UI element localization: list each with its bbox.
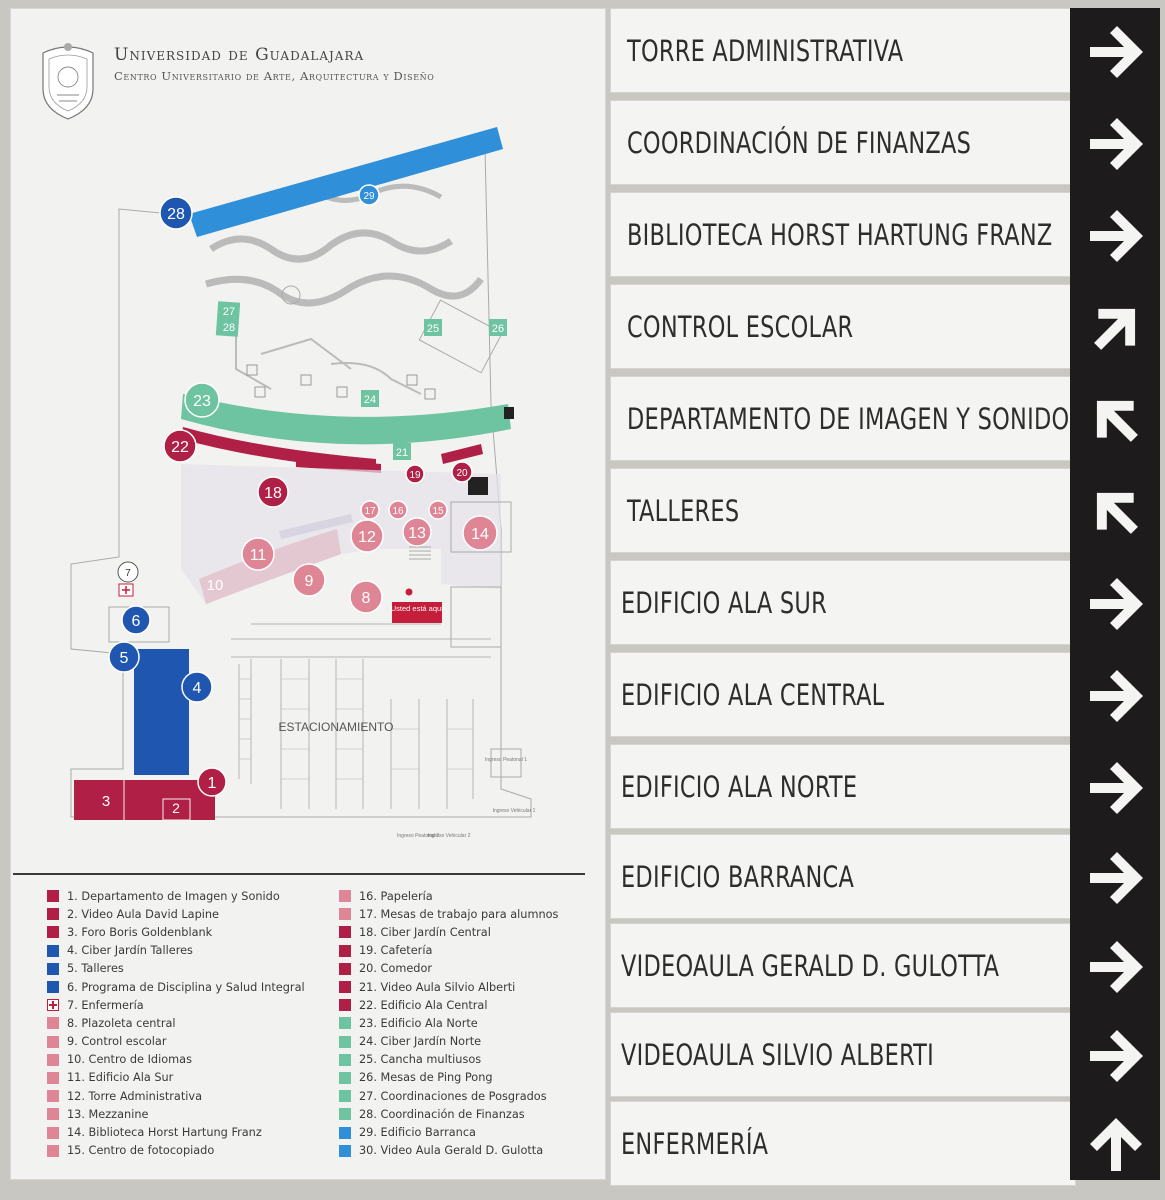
legend-item-label: 10. Centro de Idiomas: [67, 1053, 192, 1067]
legend-item: [339, 887, 619, 905]
legend-item-label: 7. Enfermería: [67, 998, 144, 1012]
marker-24: 24: [363, 394, 377, 406]
legend-item-label: 16. Papelería: [359, 889, 433, 903]
directory-row: [610, 1012, 1076, 1097]
first-aid-cross-icon: [47, 999, 59, 1011]
directory-row: [610, 284, 1076, 369]
legend-swatch: [47, 945, 59, 957]
legend-item-label: 5. Talleres: [67, 962, 124, 976]
legend-item-label: 12. Torre Administrativa: [67, 1089, 203, 1103]
directory-row: [610, 1101, 1076, 1186]
marker-21: 21: [395, 447, 409, 459]
legend-item: [47, 1087, 327, 1105]
legend-item-label: 28. Coordinación de Finanzas: [359, 1107, 525, 1121]
legend-item-label: 29. Edificio Barranca: [359, 1126, 476, 1140]
marker-17: 17: [364, 506, 376, 517]
legend-item: [47, 1051, 327, 1069]
arrow-right-icon: [1084, 935, 1148, 999]
restaurant-icon: [504, 407, 514, 419]
legend-item: [339, 1087, 619, 1105]
directory-row: [610, 8, 1076, 93]
legend-item: [47, 1033, 327, 1051]
legend-item: [339, 1033, 619, 1051]
legend-swatch: [47, 981, 59, 993]
legend-item-label: 4. Ciber Jardín Talleres: [67, 944, 193, 958]
legend-item: [339, 942, 619, 960]
marker-5: 5: [119, 650, 129, 667]
directory-label: VIDEOAULA SILVIO ALBERTI: [621, 1037, 934, 1072]
legend-item: [47, 887, 327, 905]
legend-item-label: 21. Video Aula Silvio Alberti: [359, 980, 516, 994]
legend-swatch: [47, 1036, 59, 1048]
directory-row: [610, 652, 1076, 737]
legend-item: [339, 1105, 619, 1123]
legend-swatch: [339, 1054, 351, 1066]
legend-item-label: 30. Video Aula Gerald D. Gulotta: [359, 1144, 544, 1158]
arrow-right-icon: [1084, 664, 1148, 728]
marker-3: 3: [101, 793, 111, 810]
arrow-up-left-icon: [1084, 480, 1148, 544]
marker-22: 22: [171, 439, 189, 456]
directory-label: ENFERMERÍA: [621, 1126, 769, 1161]
legend-item-label: 6. Programa de Disciplina y Salud Integral: [67, 980, 305, 994]
marker-20: 20: [456, 468, 468, 479]
legend-item: [47, 905, 327, 923]
legend-swatch: [47, 1108, 59, 1120]
entrance-gate-1: [491, 749, 521, 777]
legend-swatch: [47, 1072, 59, 1084]
marker-8: 8: [361, 590, 371, 607]
arrow-right-icon: [1084, 20, 1148, 84]
legend-item-label: 22. Edificio Ala Central: [359, 998, 488, 1012]
legend-item-label: 26. Mesas de Ping Pong: [359, 1071, 493, 1085]
marker-29: 29: [363, 191, 375, 202]
legend-swatch: [339, 999, 351, 1011]
legend-swatch: [339, 963, 351, 975]
arrow-right-icon: [1084, 572, 1148, 636]
arrow-up-right-icon: [1084, 296, 1148, 360]
marker-16: 16: [392, 506, 404, 517]
marker-13: 13: [408, 525, 426, 542]
directory-label: CONTROL ESCOLAR: [627, 309, 854, 344]
directory-label: EDIFICIO BARRANCA: [621, 859, 855, 894]
directory-row: [610, 468, 1076, 553]
legend-column-1: [47, 887, 327, 1160]
legend-item: [47, 942, 327, 960]
legend-swatch: [339, 890, 351, 902]
legend-item-label: 3. Foro Boris Goldenblank: [67, 925, 213, 939]
marker-6: 6: [131, 613, 141, 630]
legend-item-label: 9. Control escolar: [67, 1035, 167, 1049]
legend-column-2: [339, 887, 619, 1160]
marker-12: 12: [358, 529, 376, 546]
directory-row: [610, 376, 1076, 461]
legend-item-label: 2. Video Aula David Lapine: [67, 907, 219, 921]
legend-item-label: 27. Coordinaciones de Posgrados: [359, 1089, 547, 1103]
legend-swatch: [339, 981, 351, 993]
legend-item-label: 11. Edificio Ala Sur: [67, 1071, 174, 1085]
arrow-right-icon: [1084, 1024, 1148, 1088]
legend-item: [47, 996, 327, 1014]
legend-item-label: 24. Ciber Jardín Norte: [359, 1035, 482, 1049]
legend-item: [47, 1069, 327, 1087]
marker-2: 2: [172, 800, 180, 816]
legend-swatch: [339, 1145, 351, 1157]
marker-1: 1: [207, 775, 217, 792]
legend-item-label: 15. Centro de fotocopiado: [67, 1144, 215, 1158]
marker-7: 7: [125, 568, 131, 579]
marker-19: 19: [409, 470, 421, 481]
legend-swatch: [47, 926, 59, 938]
you-are-here-dot: [406, 589, 413, 596]
legend-item: [339, 1142, 619, 1160]
campus-map: [11, 9, 607, 869]
arrow-right-icon: [1084, 112, 1148, 176]
directory-label: EDIFICIO ALA CENTRAL: [621, 677, 885, 712]
marker-23: 23: [193, 393, 211, 410]
legend-item-label: 18. Ciber Jardín Central: [359, 925, 491, 939]
marker-10: 10: [206, 577, 224, 594]
marker-28-small: 28: [222, 322, 236, 334]
legend-item-label: 17. Mesas de trabajo para alumnos: [359, 907, 559, 921]
arrow-up-left-icon: [1084, 388, 1148, 452]
legend-item-label: 19. Cafetería: [359, 944, 433, 958]
marker-11: 11: [249, 547, 267, 564]
directory-label: COORDINACIÓN DE FINANZAS: [627, 125, 972, 160]
legend-item: [339, 923, 619, 941]
marker-28: 28: [167, 206, 185, 223]
legend-swatch: [47, 963, 59, 975]
legend-swatch: [47, 1090, 59, 1102]
entrance-vehicular-1: Ingreso Vehicular 1: [492, 808, 536, 814]
legend-item: [339, 1069, 619, 1087]
directory-label: TORRE ADMINISTRATIVA: [627, 33, 904, 68]
directory-label: DEPARTAMENTO DE IMAGEN Y SONIDO: [627, 401, 1070, 436]
center-name: Centro Universitario de Arte, Arquitectura y Diseño: [114, 69, 435, 83]
legend-divider: [13, 873, 585, 875]
legend-swatch: [47, 1127, 59, 1139]
university-name: Universidad de Guadalajara: [114, 45, 365, 65]
parking-label: ESTACIONAMIENTO: [278, 720, 394, 734]
legend-swatch: [339, 945, 351, 957]
legend-swatch: [339, 1036, 351, 1048]
entrance-vehicular-2: Ingreso Vehicular 2: [427, 833, 471, 839]
marker-27: 27: [222, 306, 236, 318]
directory-label: TALLERES: [627, 493, 740, 528]
legend-swatch: [47, 1054, 59, 1066]
legend-swatch: [339, 1017, 351, 1029]
directory-row: [610, 923, 1076, 1008]
directory-row: [610, 560, 1076, 645]
directory-label: BIBLIOTECA HORST HARTUNG FRANZ: [627, 217, 1053, 252]
legend-item: [339, 905, 619, 923]
legend-item: [339, 1051, 619, 1069]
directory-row: [610, 100, 1076, 185]
marker-4: 4: [192, 680, 202, 697]
entrance-peatonal-1: Ingreso Peatonal 1: [485, 757, 527, 763]
arrow-right-icon: [1084, 756, 1148, 820]
legend-item: [47, 960, 327, 978]
legend-item-label: 20. Comedor: [359, 962, 433, 976]
arrow-up-icon: [1084, 1113, 1148, 1177]
legend-swatch: [47, 1145, 59, 1157]
restaurant-icon: [468, 477, 488, 495]
arrow-strip: [1070, 8, 1160, 1180]
marker-25: 25: [426, 323, 440, 335]
legend-item-label: 8. Plazoleta central: [67, 1016, 176, 1030]
legend-swatch: [339, 1072, 351, 1084]
legend-swatch: [339, 1127, 351, 1139]
legend-swatch: [47, 908, 59, 920]
arrow-right-icon: [1084, 846, 1148, 910]
marker-14: 14: [471, 526, 489, 543]
legend-item-label: 14. Biblioteca Horst Hartung Franz: [67, 1126, 262, 1140]
legend-item: [339, 1123, 619, 1141]
legend-swatch: [339, 926, 351, 938]
marker-18: 18: [264, 485, 282, 502]
legend-item: [339, 960, 619, 978]
legend-item: [339, 978, 619, 996]
marker-26: 26: [491, 323, 505, 335]
arrow-right-icon: [1084, 204, 1148, 268]
marker-15: 15: [432, 506, 444, 517]
directory-row: [610, 744, 1076, 829]
legend-item: [47, 923, 327, 941]
legend-swatch: [339, 908, 351, 920]
legend-item-label: 23. Edificio Ala Norte: [359, 1016, 478, 1030]
you-are-here-label: Usted está aquí: [390, 604, 444, 613]
legend-item: [339, 996, 619, 1014]
legend-item: [47, 1014, 327, 1032]
directory-row: [610, 834, 1076, 919]
marker-9: 9: [304, 573, 314, 590]
legend-item: [47, 1105, 327, 1123]
entrance-peatonal-2: Ingreso Peatonal 2: [397, 833, 439, 839]
legend: [47, 887, 607, 1177]
directory-label: EDIFICIO ALA NORTE: [621, 769, 858, 804]
directory-label: VIDEOAULA GERALD D. GULOTTA: [621, 948, 1000, 983]
legend-item-label: 13. Mezzanine: [67, 1107, 149, 1121]
directory-row: [610, 192, 1076, 277]
legend-swatch: [47, 890, 59, 902]
legend-swatch: [339, 1090, 351, 1102]
legend-swatch: [339, 1108, 351, 1120]
legend-item: [47, 1142, 327, 1160]
destination-directory: [608, 8, 1078, 1180]
legend-swatch: [47, 1017, 59, 1029]
legend-item: [47, 1123, 327, 1141]
legend-item: [339, 1014, 619, 1032]
map-panel: [10, 8, 606, 1180]
legend-item: [47, 978, 327, 996]
legend-item-label: 1. Departamento de Imagen y Sonido: [67, 889, 280, 903]
legend-item-label: 25. Cancha multiusos: [359, 1053, 482, 1067]
directory-label: EDIFICIO ALA SUR: [621, 585, 827, 620]
